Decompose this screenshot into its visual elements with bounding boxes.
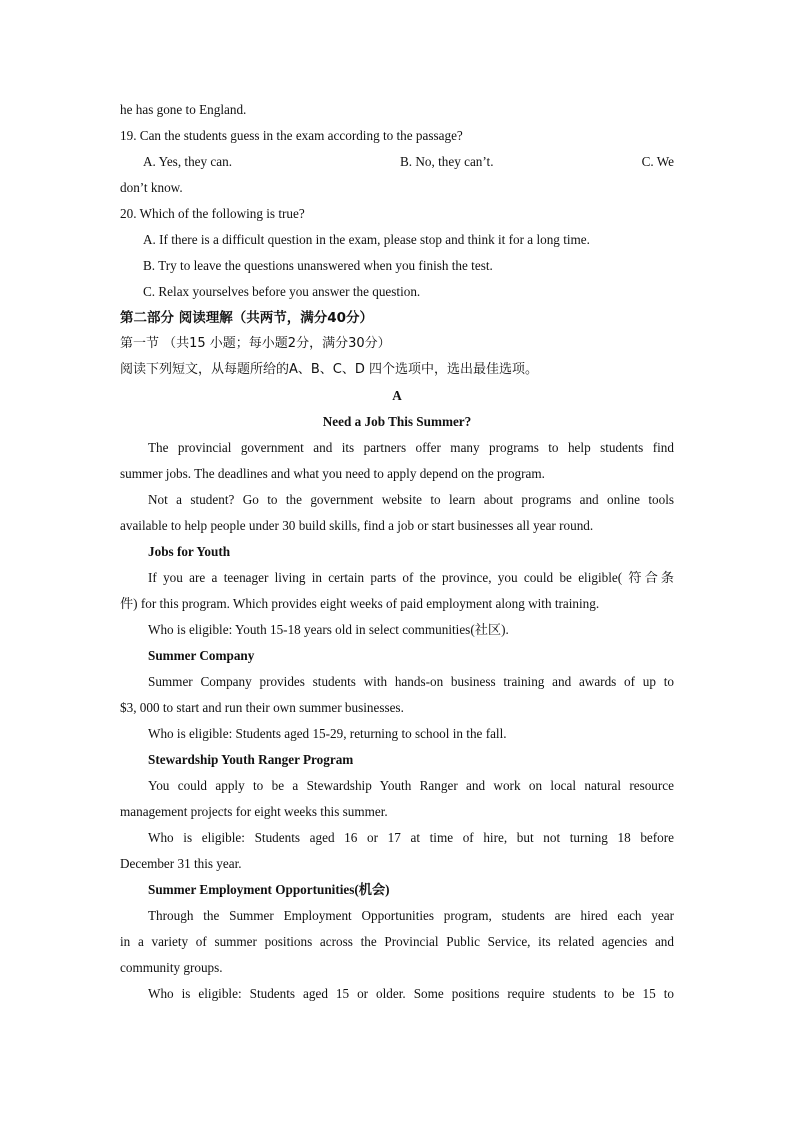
paragraph-line: management projects for eight weeks this summer. (120, 804, 388, 819)
question-20: 20. Which of the following is true? (120, 206, 305, 221)
paragraph-line: Who is eligible: Students aged 15 or older. Some positions require students to be 15 to (148, 986, 674, 1001)
option-a: A. If there is a difficult question in the exam, please stop and think it for a long time. (143, 232, 590, 247)
section-subheading: 第一节 （共15 小题；每小题2分，满分30分） (120, 336, 391, 351)
question-19: 19. Can the students guess in the exam according to the passage? (120, 128, 463, 143)
section-heading: 第二部分 阅读理解（共两节，满分40分） (120, 310, 373, 326)
text-line: don’t know. (120, 180, 183, 195)
text-line: he has gone to England. (120, 102, 247, 117)
option-c: C. We (641, 154, 674, 169)
paragraph-line: The provincial government and its partners offer many programs to help students find (148, 440, 674, 455)
subheading: Stewardship Youth Ranger Program (148, 752, 354, 767)
paragraph-line: 件) for this program. Which provides eight weeks of paid employment along with training. (120, 596, 600, 611)
option-b: B. Try to leave the questions unanswered when you finish the test. (143, 258, 493, 273)
document-page (120, 97, 674, 1007)
paragraph-line: available to help people under 30 build skills, find a job or start businesses all year round. (120, 518, 594, 533)
paragraph-line: Summer Company provides students with hands-on business training and awards of up to (148, 674, 674, 689)
paragraph-line: Who is eligible: Youth 15-18 years old in select communities(社区). (148, 622, 509, 637)
option-b: B. No, they can’t. (400, 154, 494, 169)
question-19-options (120, 149, 674, 175)
passage-label: A (392, 388, 402, 403)
option-a: A. Yes, they can. (143, 154, 233, 169)
paragraph-line: Through the Summer Employment Opportunities program, students are hired each year (148, 908, 674, 923)
subheading: Summer Employment Opportunities(机会) (148, 882, 390, 897)
paragraph-line: summer jobs. The deadlines and what you need to apply depend on the program. (120, 466, 545, 481)
option-c: C. Relax yourselves before you answer the question. (143, 284, 421, 299)
instructions: 阅读下列短文，从每题所给的A、B、C、D 四个选项中，选出最佳选项。 (120, 362, 539, 377)
subheading: Jobs for Youth (148, 544, 231, 559)
paragraph-line: You could apply to be a Stewardship Youth Ranger and work on local natural resource (148, 778, 674, 793)
paragraph-line: Not a student? Go to the government website to learn about programs and online tools (148, 492, 674, 507)
paragraph-line: Who is eligible: Students aged 16 or 17 at time of hire, but not turning 18 before (148, 830, 674, 845)
paragraph-line: community groups. (120, 960, 223, 975)
paragraph-line: If you are a teenager living in certain parts of the province, you could be eligible( 符合条 (148, 570, 674, 585)
subheading: Summer Company (148, 648, 255, 663)
paragraph-line: $3, 000 to start and run their own summer businesses. (120, 700, 404, 715)
paragraph-line: Who is eligible: Students aged 15-29, returning to school in the fall. (148, 726, 507, 741)
paragraph-line: December 31 this year. (120, 856, 242, 871)
paragraph-line: in a variety of summer positions across the Provincial Public Service, its related agencies and (120, 934, 674, 949)
passage-title: Need a Job This Summer? (322, 414, 472, 429)
